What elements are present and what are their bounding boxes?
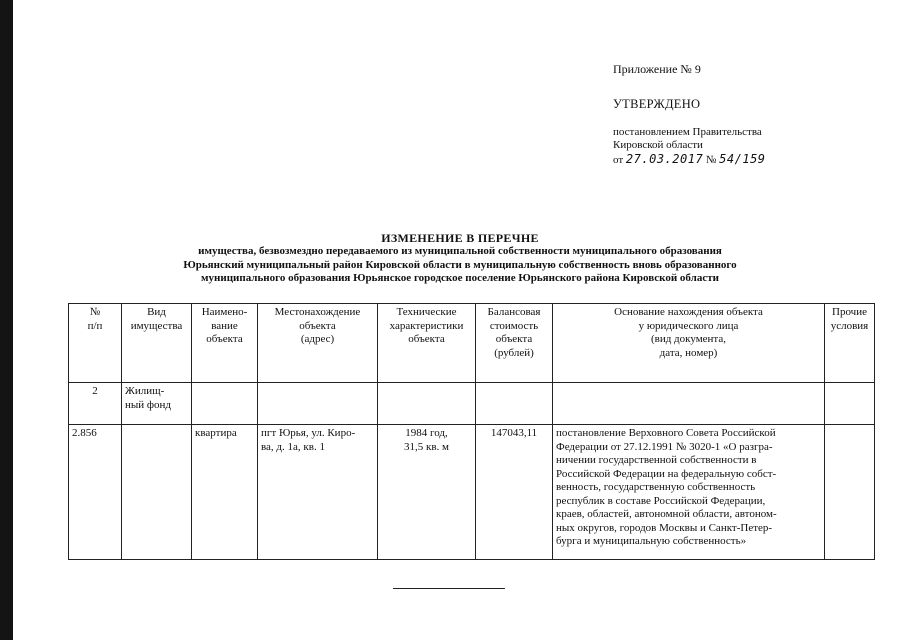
approved-label: УТВЕРЖДЕНО [613, 97, 701, 111]
cell-text: ва, д. 1а, кв. 1 [261, 440, 325, 453]
header-basis [553, 304, 825, 383]
approval-authority-line: постановлением Правительства [613, 126, 762, 138]
header-text: объекта [206, 333, 243, 345]
approval-block [613, 62, 766, 167]
table-row-category [69, 383, 875, 425]
header-other [825, 304, 875, 383]
cell-empty [553, 383, 825, 425]
header-text: Основание нахождения объекта [614, 306, 763, 318]
closing-line [393, 588, 505, 589]
header-text: условия [830, 319, 869, 332]
title-subline: муниципального образования Юрьянское городское поселение Юрьянского района Кировской области [201, 272, 719, 284]
cell-text: 31,5 кв. м [404, 440, 449, 453]
header-text: (рублей) [494, 346, 534, 359]
approval-date-line [613, 152, 766, 167]
cell-num: 2.856 [69, 425, 122, 560]
date-prefix: от [613, 154, 624, 166]
header-num [69, 304, 122, 383]
header-text: Балансовая [487, 306, 541, 318]
cell-balance: 147043,11 [476, 425, 553, 560]
approval-authority-line: Кировской области [613, 139, 703, 151]
cell-location [258, 425, 378, 560]
cell-text: ничении государственной собственности в [556, 454, 757, 466]
header-balance [476, 304, 553, 383]
handwritten-date: 27.03.2017 [625, 152, 704, 166]
cell-name: квартира [192, 425, 258, 560]
cell-empty [476, 383, 553, 425]
header-type [122, 304, 192, 383]
cell-text: Российской Федерации на федеральную собст- [556, 467, 777, 480]
cell-text: бурга и муниципальную собственность» [556, 535, 747, 547]
header-text: п/п [87, 319, 103, 332]
header-text: Вид [147, 306, 166, 318]
cell-text: республик в составе Российской Федерации, [556, 494, 766, 507]
title-subline: имущества, безвозмездно передаваемого из муниципальной собственности муниципального образования [198, 245, 722, 257]
cell-num: 2 [69, 383, 122, 425]
header-location [258, 304, 378, 383]
header-text: Местонахождение [274, 306, 361, 318]
cell-text: краев, областей, автономной области, автоном- [556, 508, 777, 520]
cell-text: венность, государственную собственность [556, 481, 756, 493]
cell-text: ный фонд [125, 398, 172, 411]
annex-number: Приложение № 9 [613, 62, 701, 76]
cell-text: ных округов, городов Москвы и Санкт-Петер- [556, 521, 773, 534]
cell-text: Жилищ- [125, 385, 165, 397]
header-text: стоимость [489, 319, 539, 332]
header-text: у юридического лица [638, 319, 739, 332]
header-text: вание [211, 319, 238, 332]
header-text: объекта [408, 333, 445, 345]
header-name [192, 304, 258, 383]
approval-authority [613, 126, 766, 152]
cell-empty [258, 383, 378, 425]
document-title [100, 231, 820, 286]
header-tech [378, 304, 476, 383]
header-text: дата, номер) [659, 346, 718, 359]
cell-empty [122, 425, 192, 560]
header-text: имущества [130, 319, 183, 332]
handwritten-number: 54/159 [719, 152, 766, 166]
header-text: Наимено- [201, 306, 248, 318]
cell-text: постановление Верховного Совета Российской [556, 427, 776, 439]
number-prefix: № [705, 154, 717, 166]
header-text: Технические [396, 306, 457, 318]
cell-text: пгт Юрья, ул. Киро- [261, 427, 356, 439]
title-subline: Юрьянский муниципальный район Кировской области в муниципальную собственность вновь образованного [183, 258, 737, 271]
cell-empty [192, 383, 258, 425]
cell-type [122, 383, 192, 425]
table-header-row [69, 304, 875, 383]
header-text: объекта [299, 319, 336, 332]
cell-empty [825, 383, 875, 425]
header-text: (адрес) [300, 333, 335, 345]
header-text: объекта [495, 333, 533, 345]
header-text: № [89, 306, 101, 318]
property-table [68, 303, 875, 560]
cell-text: 1984 год, [405, 427, 448, 439]
cell-empty [378, 383, 476, 425]
cell-basis [553, 425, 825, 560]
title-heading: ИЗМЕНЕНИЕ В ПЕРЕЧНЕ [381, 231, 539, 245]
header-text: Прочие [832, 306, 867, 318]
table-row-item [69, 425, 875, 560]
cell-text: Федерации от 27.12.1991 № 3020-1 «О разгра- [556, 440, 773, 453]
cell-tech [378, 425, 476, 560]
cell-empty [825, 425, 875, 560]
scan-edge-bar [0, 0, 13, 640]
header-text: (вид документа, [650, 333, 727, 345]
header-text: характеристики [389, 319, 464, 332]
